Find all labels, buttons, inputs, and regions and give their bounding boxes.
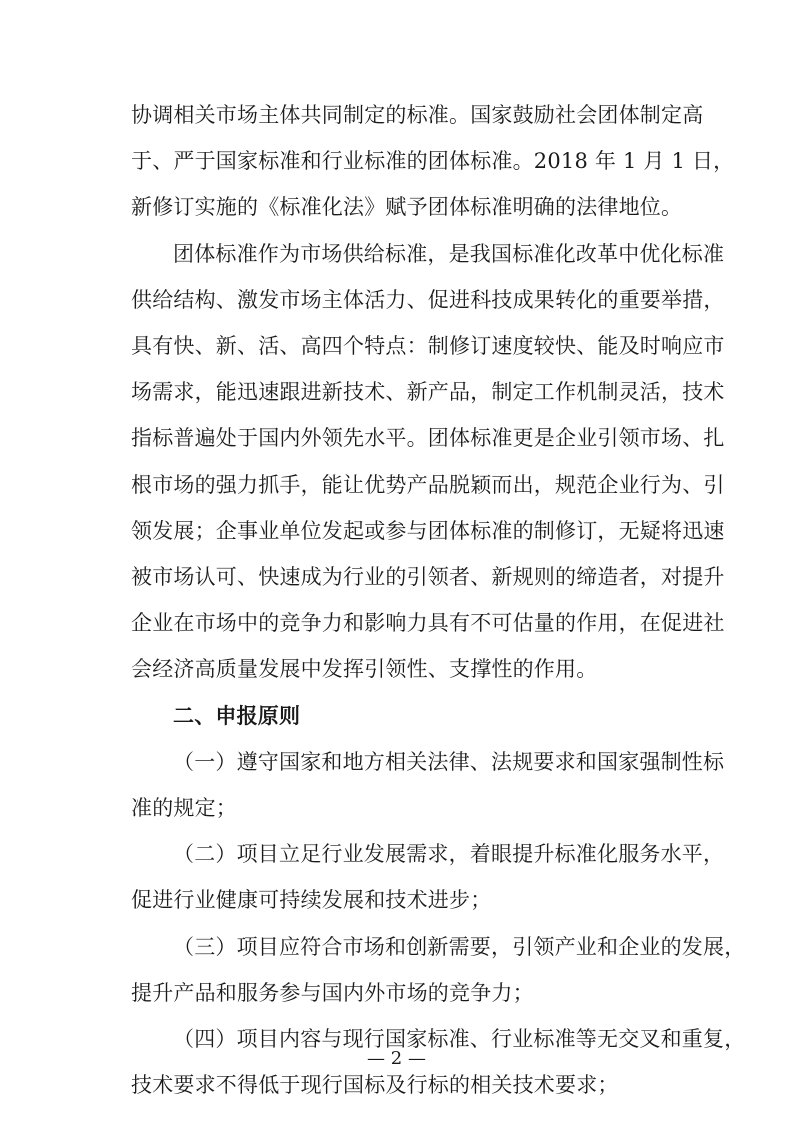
paragraph-1-line-1: 协调相关市场主体共同制定的标准。国家鼓励社会团体制定高: [131, 103, 704, 127]
paragraph-2-line-2: 供给结构、激发市场主体活力、促进科技成果转化的重要举措，: [131, 287, 725, 312]
section-heading: 二、申报原则: [173, 703, 301, 728]
principle-2-line-2: 促进行业健康可持续发展和技术进步；: [131, 888, 492, 913]
paragraph-2-line-1: 团体标准作为市场供给标准，是我国标准化改革中优化标准: [173, 241, 725, 266]
principle-4-line-2: 技术要求不得低于现行国标及行标的相关技术要求；: [131, 1073, 619, 1098]
principle-2-line-1: （二）项目立足行业发展需求，着眼提升标准化服务水平，: [173, 842, 725, 867]
paragraph-2-line-3: 具有快、新、活、高四个特点：制修订速度较快、能及时响应市: [131, 334, 725, 358]
paragraph-2-line-10: 会经济高质量发展中发挥引领性、支撑性的作用。: [131, 657, 598, 682]
paragraph-1-line-2: 于、严于国家标准和行业标准的团体标准。2018 年 1 月 1 日，: [131, 149, 735, 174]
paragraph-2-line-7: 领发展；企事业单位发起或参与团体标准的制修订，无疑将迅速: [131, 518, 725, 543]
paragraph-2-line-5: 指标普遍处于国内外领先水平。团体标准更是企业引领市场、扎: [131, 426, 725, 451]
paragraph-2-line-6: 根市场的强力抓手，能让优势产品脱颖而出，规范企业行为、引: [131, 472, 725, 497]
principle-1-line-2: 准的规定；: [131, 796, 237, 820]
paragraph-1-line-3: 新修订实施的《标准化法》赋予团体标准明确的法律地位。: [131, 195, 683, 220]
principle-4-line-1: （四）项目内容与现行国家标准、行业标准等无交叉和重复，: [173, 1027, 746, 1051]
page-number: — 2 —: [367, 1048, 426, 1069]
paragraph-2-line-4: 场需求，能迅速跟进新技术、新产品，制定工作机制灵活，技术: [131, 380, 725, 405]
principle-1-line-1: （一）遵守国家和地方相关法律、法规要求和国家强制性标: [173, 749, 725, 774]
principle-3-line-1: （三）项目应符合市场和创新需要，引领产业和企业的发展，: [173, 934, 746, 959]
principle-3-line-2: 提升产品和服务参与国内外市场的竞争力；: [131, 980, 534, 1005]
paragraph-2-line-9: 企业在市场中的竞争力和影响力具有不可估量的作用，在促进社: [131, 611, 725, 636]
paragraph-2-line-8: 被市场认可、快速成为行业的引领者、新规则的缔造者，对提升: [131, 565, 725, 589]
